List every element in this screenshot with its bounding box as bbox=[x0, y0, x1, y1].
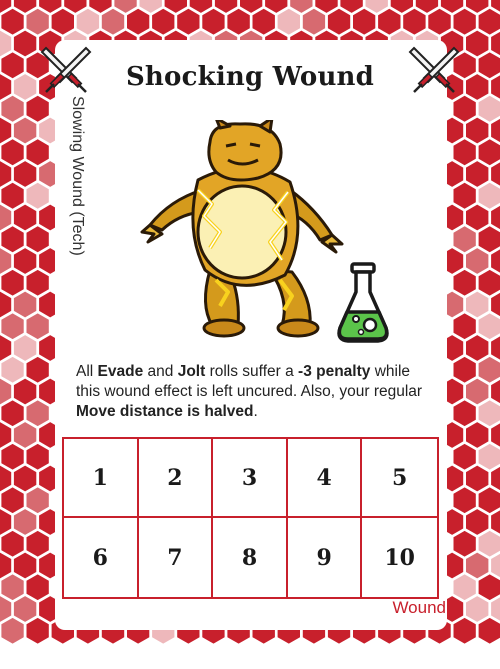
description-emphasis: Evade bbox=[97, 363, 144, 380]
wound-track-grid bbox=[62, 437, 439, 599]
wound-track-box[interactable]: 4 bbox=[288, 439, 363, 518]
description-text: rolls suffer a bbox=[205, 363, 299, 380]
wound-track-box[interactable]: 2 bbox=[139, 439, 214, 518]
card-description bbox=[76, 362, 436, 422]
description-emphasis: -3 penalty bbox=[298, 363, 371, 380]
wound-track-box[interactable]: 1 bbox=[64, 439, 139, 518]
wound-track-box[interactable]: 8 bbox=[213, 518, 288, 597]
electric-monster-illustration bbox=[140, 120, 350, 345]
description-emphasis: Move distance is halved bbox=[76, 403, 254, 420]
wound-track-box[interactable]: 7 bbox=[139, 518, 214, 597]
wound-track-box[interactable]: 6 bbox=[64, 518, 139, 597]
card-title: Shocking Wound bbox=[125, 62, 375, 92]
description-text: and bbox=[143, 363, 178, 380]
wound-track-box[interactable]: 3 bbox=[213, 439, 288, 518]
description-text: . bbox=[253, 403, 258, 420]
wound-track-box[interactable]: 5 bbox=[362, 439, 437, 518]
description-emphasis: Jolt bbox=[177, 363, 206, 380]
description-text: while this wound effect is left uncured. Also, your regular bbox=[76, 363, 423, 400]
card-side-label: Slowing Wound (Tech) bbox=[69, 96, 86, 256]
wound-track-box[interactable]: 9 bbox=[288, 518, 363, 597]
description-text: All bbox=[76, 363, 98, 380]
card-type-label: Wound bbox=[392, 598, 446, 617]
green-potion-flask-icon bbox=[334, 262, 392, 344]
wound-track-box[interactable]: 10 bbox=[384, 544, 415, 571]
